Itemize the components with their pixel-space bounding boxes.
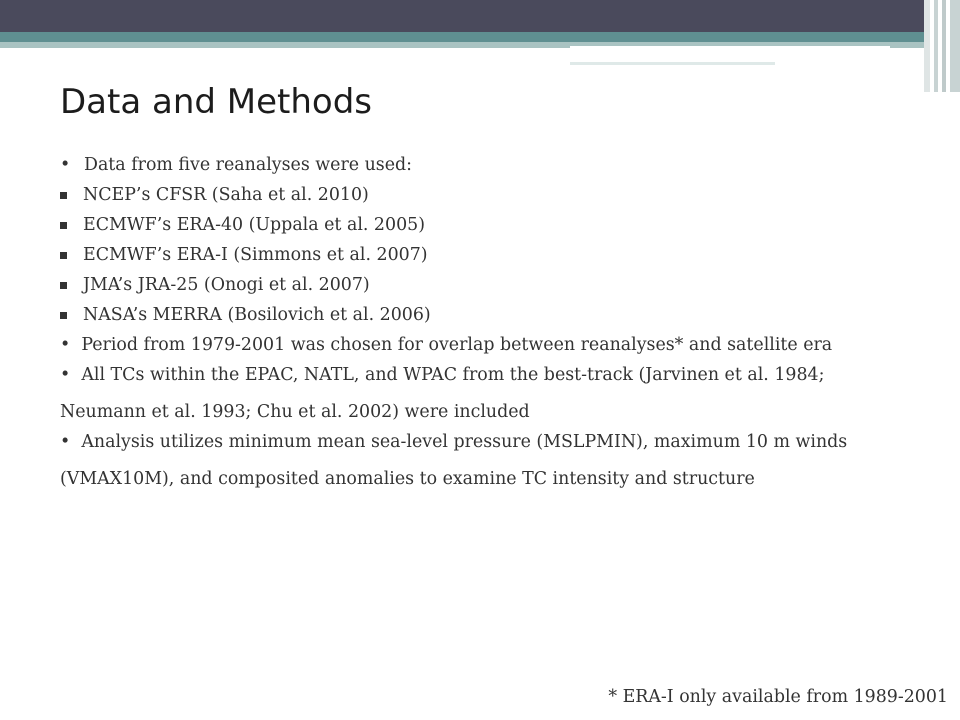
bullet-text: Period from 1979-2001 was chosen for overlap between reanalyses* and satellite era (81, 335, 833, 355)
bullet-dot-icon: • (60, 432, 71, 452)
accent-line-decoration (570, 46, 890, 49)
bullet-analysis-line2: (VMAX10M), and composited anomalies to examine TC intensity and structure (60, 469, 755, 489)
square-bullet-icon (60, 252, 67, 259)
sub-bullet-text: JMA’s JRA-25 (Onogi et al. 2007) (83, 275, 370, 295)
square-bullet-icon (60, 192, 67, 199)
bullet-reanalyses (60, 150, 930, 180)
square-bullet-icon (60, 282, 67, 289)
sub-bullet-cfsr (60, 180, 930, 210)
sub-bullet-text: ECMWF’s ERA-I (Simmons et al. 2007) (83, 245, 428, 265)
sub-bullet-jra25 (60, 270, 930, 300)
sub-bullet-erai (60, 240, 930, 270)
square-bullet-icon (60, 312, 67, 319)
accent-line-decoration-lower (570, 62, 775, 65)
bullet-dot-icon: • (60, 335, 71, 355)
footnote: * ERA-I only available from 1989-2001 (608, 687, 948, 707)
bullet-text: Analysis utilizes minimum mean sea-level pressure (MSLPMIN), maximum 10 m winds (81, 432, 848, 452)
bullet-tcs-line2: Neumann et al. 1993; Chu et al. 2002) were included (60, 402, 530, 422)
sub-bullet-merra (60, 300, 930, 330)
bullet-dot-icon: • (60, 155, 71, 175)
corner-bars-decoration (924, 0, 960, 92)
square-bullet-icon (60, 222, 67, 229)
bullet-text: Data from five reanalyses were used: (84, 155, 412, 175)
bullet-period (60, 330, 930, 360)
sub-bullet-era40 (60, 210, 930, 240)
sub-bullet-text: NASA’s MERRA (Bosilovich et al. 2006) (83, 305, 431, 325)
slide-title: Data and Methods (60, 82, 372, 122)
sub-bullet-text: ECMWF’s ERA-40 (Uppala et al. 2005) (83, 215, 425, 235)
sub-bullet-text: NCEP’s CFSR (Saha et al. 2010) (83, 185, 369, 205)
bullet-analysis-line1 (60, 427, 930, 457)
slide-content (60, 150, 930, 494)
bullet-text: All TCs within the EPAC, NATL, and WPAC from the best-track (Jarvinen et al. 1984; (81, 365, 825, 385)
teal-stripe-decoration (0, 32, 960, 42)
bullet-tcs-line1 (60, 360, 930, 390)
title-bar-decoration (0, 0, 960, 32)
bullet-dot-icon: • (60, 365, 71, 385)
